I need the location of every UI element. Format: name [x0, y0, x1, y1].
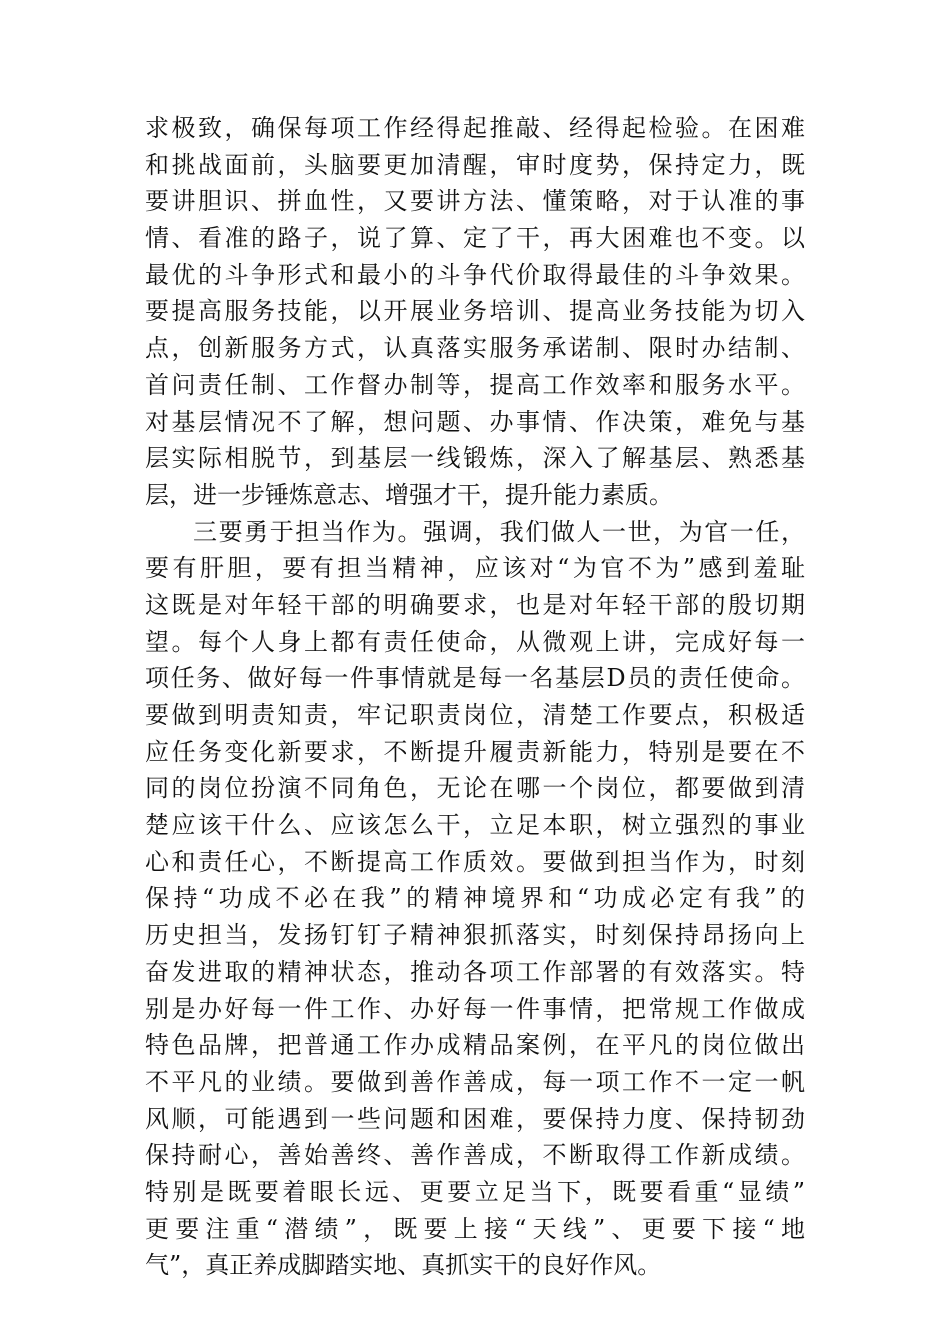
paragraph-start-line: 三要勇于担当作为。强调，我们做人一世，为官一任， — [193, 517, 805, 546]
text-line: 要提高服务技能，以开展业务培训、提高业务技能为切入 — [145, 297, 805, 326]
text-line: 不平凡的业绩。要做到善作善成，每一项工作不一定一帆 — [145, 1067, 805, 1096]
text-line: 气”，真正养成脚踏实地、真抓实干的良好作风。 — [145, 1251, 662, 1280]
text-line: 保持耐心，善始善终、善作善成，不断取得工作新成绩。 — [145, 1141, 805, 1170]
text-line: 历史担当，发扬钉钉子精神狠抓落实，时刻保持昂扬向上 — [145, 921, 805, 950]
text-line: 要讲胆识、拼血性，又要讲方法、懂策略，对于认准的事 — [145, 187, 805, 216]
text-line: 求极致，确保每项工作经得起推敲、经得起检验。在困难 — [145, 114, 805, 142]
text-line: 点，创新服务方式，认真落实服务承诺制、限时办结制、 — [145, 334, 805, 363]
text-line: 对基层情况不了解，想问题、办事情、作决策，难免与基 — [145, 407, 805, 436]
text-line: 层实际相脱节，到基层一线锻炼，深入了解基层、熟悉基 — [145, 444, 805, 473]
text-line: 奋发进取的精神状态，推动各项工作部署的有效落实。特 — [145, 957, 805, 986]
text-line: 要有肝胆，要有担当精神，应该对“为官不为”感到羞耻 — [145, 554, 805, 583]
text-line: 特色品牌，把普通工作办成精品案例，在平凡的岗位做出 — [145, 1031, 805, 1060]
text-line: 保持“功成不必在我”的精神境界和“功成必定有我”的 — [145, 884, 805, 913]
text-line: 项任务、做好每一件事情就是每一名基层D员的责任使命。 — [145, 664, 805, 693]
text-line: 心和责任心，不断提高工作质效。要做到担当作为，时刻 — [145, 847, 805, 876]
text-line: 和挑战面前，头脑要更加清醒，审时度势，保持定力，既 — [145, 150, 805, 179]
text-line: 要做到明责知责，牢记职责岗位，清楚工作要点，积极适 — [145, 701, 805, 729]
text-line: 同的岗位扮演不同角色，无论在哪一个岗位，都要做到清 — [145, 774, 805, 803]
body-text — [145, 110, 805, 1284]
text-line: 风顺，可能遇到一些问题和困难，要保持力度、保持韧劲 — [145, 1104, 805, 1133]
text-line: 层，进一步锤炼意志、增强才干，提升能力素质。 — [145, 480, 673, 509]
text-line: 楚应该干什么、应该怎么干，立足本职，树立强烈的事业 — [145, 811, 805, 840]
text-line: 望。每个人身上都有责任使命，从微观上讲，完成好每一 — [145, 627, 805, 656]
text-line: 更要注重“潜绩”，既要上接“天线”、更要下接“地 — [145, 1214, 805, 1243]
text-line: 应任务变化新要求，不断提升履责新能力，特别是要在不 — [145, 737, 805, 766]
text-line: 这既是对年轻干部的明确要求，也是对年轻干部的殷切期 — [145, 590, 805, 619]
text-line: 最优的斗争形式和最小的斗争代价取得最佳的斗争效果。 — [145, 260, 805, 289]
text-line: 情、看准的路子，说了算、定了干，再大困难也不变。以 — [145, 224, 805, 253]
text-line: 别是办好每一件工作、办好每一件事情，把常规工作做成 — [145, 994, 805, 1023]
text-line: 特别是既要着眼长远、更要立足当下，既要看重“显绩” — [145, 1177, 805, 1206]
text-line: 首问责任制、工作督办制等，提高工作效率和服务水平。 — [145, 370, 805, 399]
